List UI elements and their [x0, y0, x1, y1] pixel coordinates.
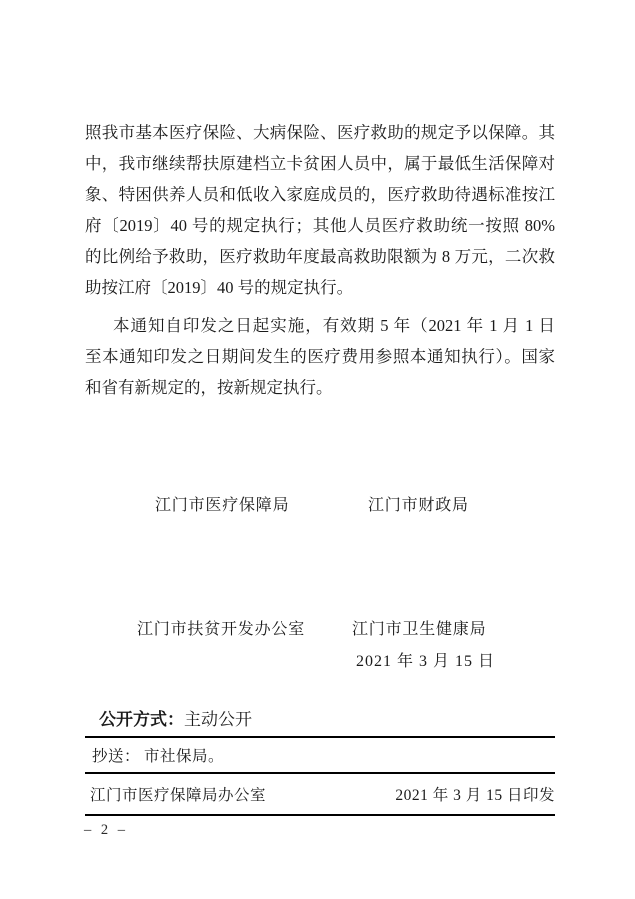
- signature-medical-security-bureau: 江门市医疗保障局: [155, 497, 290, 514]
- publicity-value: 主动公开: [184, 710, 252, 729]
- body-line: 府〔2019〕40 号的规定执行；其他人员医疗救助统一按照 80%: [85, 216, 555, 235]
- document-body: [85, 117, 555, 403]
- signature-health-commission: 江门市卫生健康局: [352, 621, 487, 638]
- print-date: 2021 年 3 月 15 日印发: [395, 787, 555, 804]
- document-footer: [85, 702, 555, 816]
- issuer-office: 江门市医疗保障局办公室: [90, 787, 267, 804]
- publicity-row: [85, 702, 555, 738]
- paragraph-1: [85, 117, 555, 303]
- page-number: – 2 –: [84, 822, 128, 838]
- body-line: 的比例给予救助，医疗救助年度最高救助限额为 8 万元，二次救: [85, 247, 555, 266]
- signature-poverty-alleviation-office: 江门市扶贫开发办公室: [137, 621, 306, 638]
- cc-row: [85, 738, 555, 774]
- signature-finance-bureau: 江门市财政局: [368, 497, 469, 514]
- publicity-label: 公开方式：: [99, 710, 184, 729]
- body-line: 象、特困供养人员和低收入家庭成员的，医疗救助待遇标准按江: [85, 185, 555, 204]
- body-line: 中，我市继续帮扶原建档立卡贫困人员中，属于最低生活保障对: [85, 154, 555, 173]
- signature-date: 2021 年 3 月 15 日: [356, 653, 496, 670]
- cc-label: 抄送：: [92, 748, 141, 765]
- cc-value: 市社保局。: [144, 748, 225, 765]
- body-line: 照我市基本医疗保险、大病保险、医疗救助的规定予以保障。其: [85, 123, 555, 142]
- body-line: 和省有新规定的，按新规定执行。: [85, 378, 333, 397]
- paragraph-2: [85, 310, 555, 403]
- issuer-row: [85, 774, 555, 816]
- body-line: 本通知自印发之日起实施，有效期 5 年（2021 年 1 月 1 日: [113, 316, 555, 335]
- body-line: 助按江府〔2019〕40 号的规定执行。: [85, 278, 354, 297]
- body-line: 至本通知印发之日期间发生的医疗费用参照本通知执行）。国家: [85, 347, 555, 366]
